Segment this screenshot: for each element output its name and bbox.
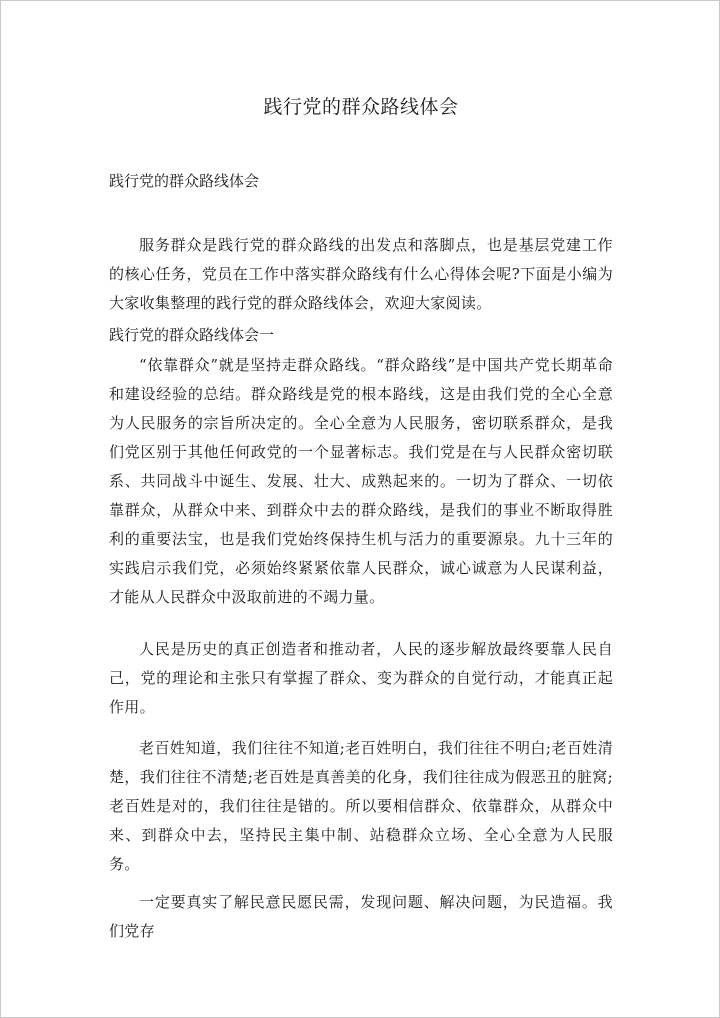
section-heading: 践行党的群众路线体会一 (109, 326, 275, 344)
body-paragraph: 一定要真实了解民意民愿民需，发现问题、解决问题，为民造福。我们党存 (109, 893, 613, 940)
body-paragraph: 人民是历史的真正创造者和推动者，人民的逐步解放最终要靠人民自己，党的理论和主张只有掌握了群众、变为群众的自觉行动，才能真正起作用。 (109, 640, 613, 716)
body-paragraph: “依靠群众”就是坚持走群众路线。“群众路线”是中国共产党长期革命和建设经验的总结。群众路线是党的根本路线，这是由我们党的全心全意为人民服务的宗旨所决定的。全心全意为人民服务，密切联系群众，是我们党区别于其他任何政党的一个显著标志。我们党是在与人民群众密切联系、共同战斗中诞生、发展、壮大、成熟起来的。一切为了群众、一切依靠群众，从群众中来、到群众中去的群众路线，是我们的事业不断取得胜利的重要法宝，也是我们党始终保持生机与活力的重要源泉。九十三年的实践启示我们党，必须始终紧紧依靠人民群众，诚心诚意为人民谋利益，才能从人民群众中汲取前进的不竭力量。 (109, 356, 613, 606)
document-title: 践行党的群众路线体会 (263, 96, 459, 118)
body-paragraph: 老百姓知道，我们往往不知道;老百姓明白，我们往往不明白;老百姓清楚，我们往往不清楚;老百姓是真善美的化身，我们往往成为假恶丑的脏窝;老百姓是对的，我们往往是错的。所以要相信群众、依靠群众，从群众中来、到群众中去，坚持民主集中制、站稳群众立场、全心全意为人民服务。 (109, 739, 613, 873)
document-subtitle: 践行党的群众路线体会 (109, 172, 260, 190)
intro-paragraph: 服务群众是践行党的群众路线的出发点和落脚点，也是基层党建工作的核心任务，党员在工作中落实群众路线有什么心得体会呢?下面是小编为大家收集整理的践行党的群众路线体会，欢迎大家阅读。 (109, 236, 613, 312)
